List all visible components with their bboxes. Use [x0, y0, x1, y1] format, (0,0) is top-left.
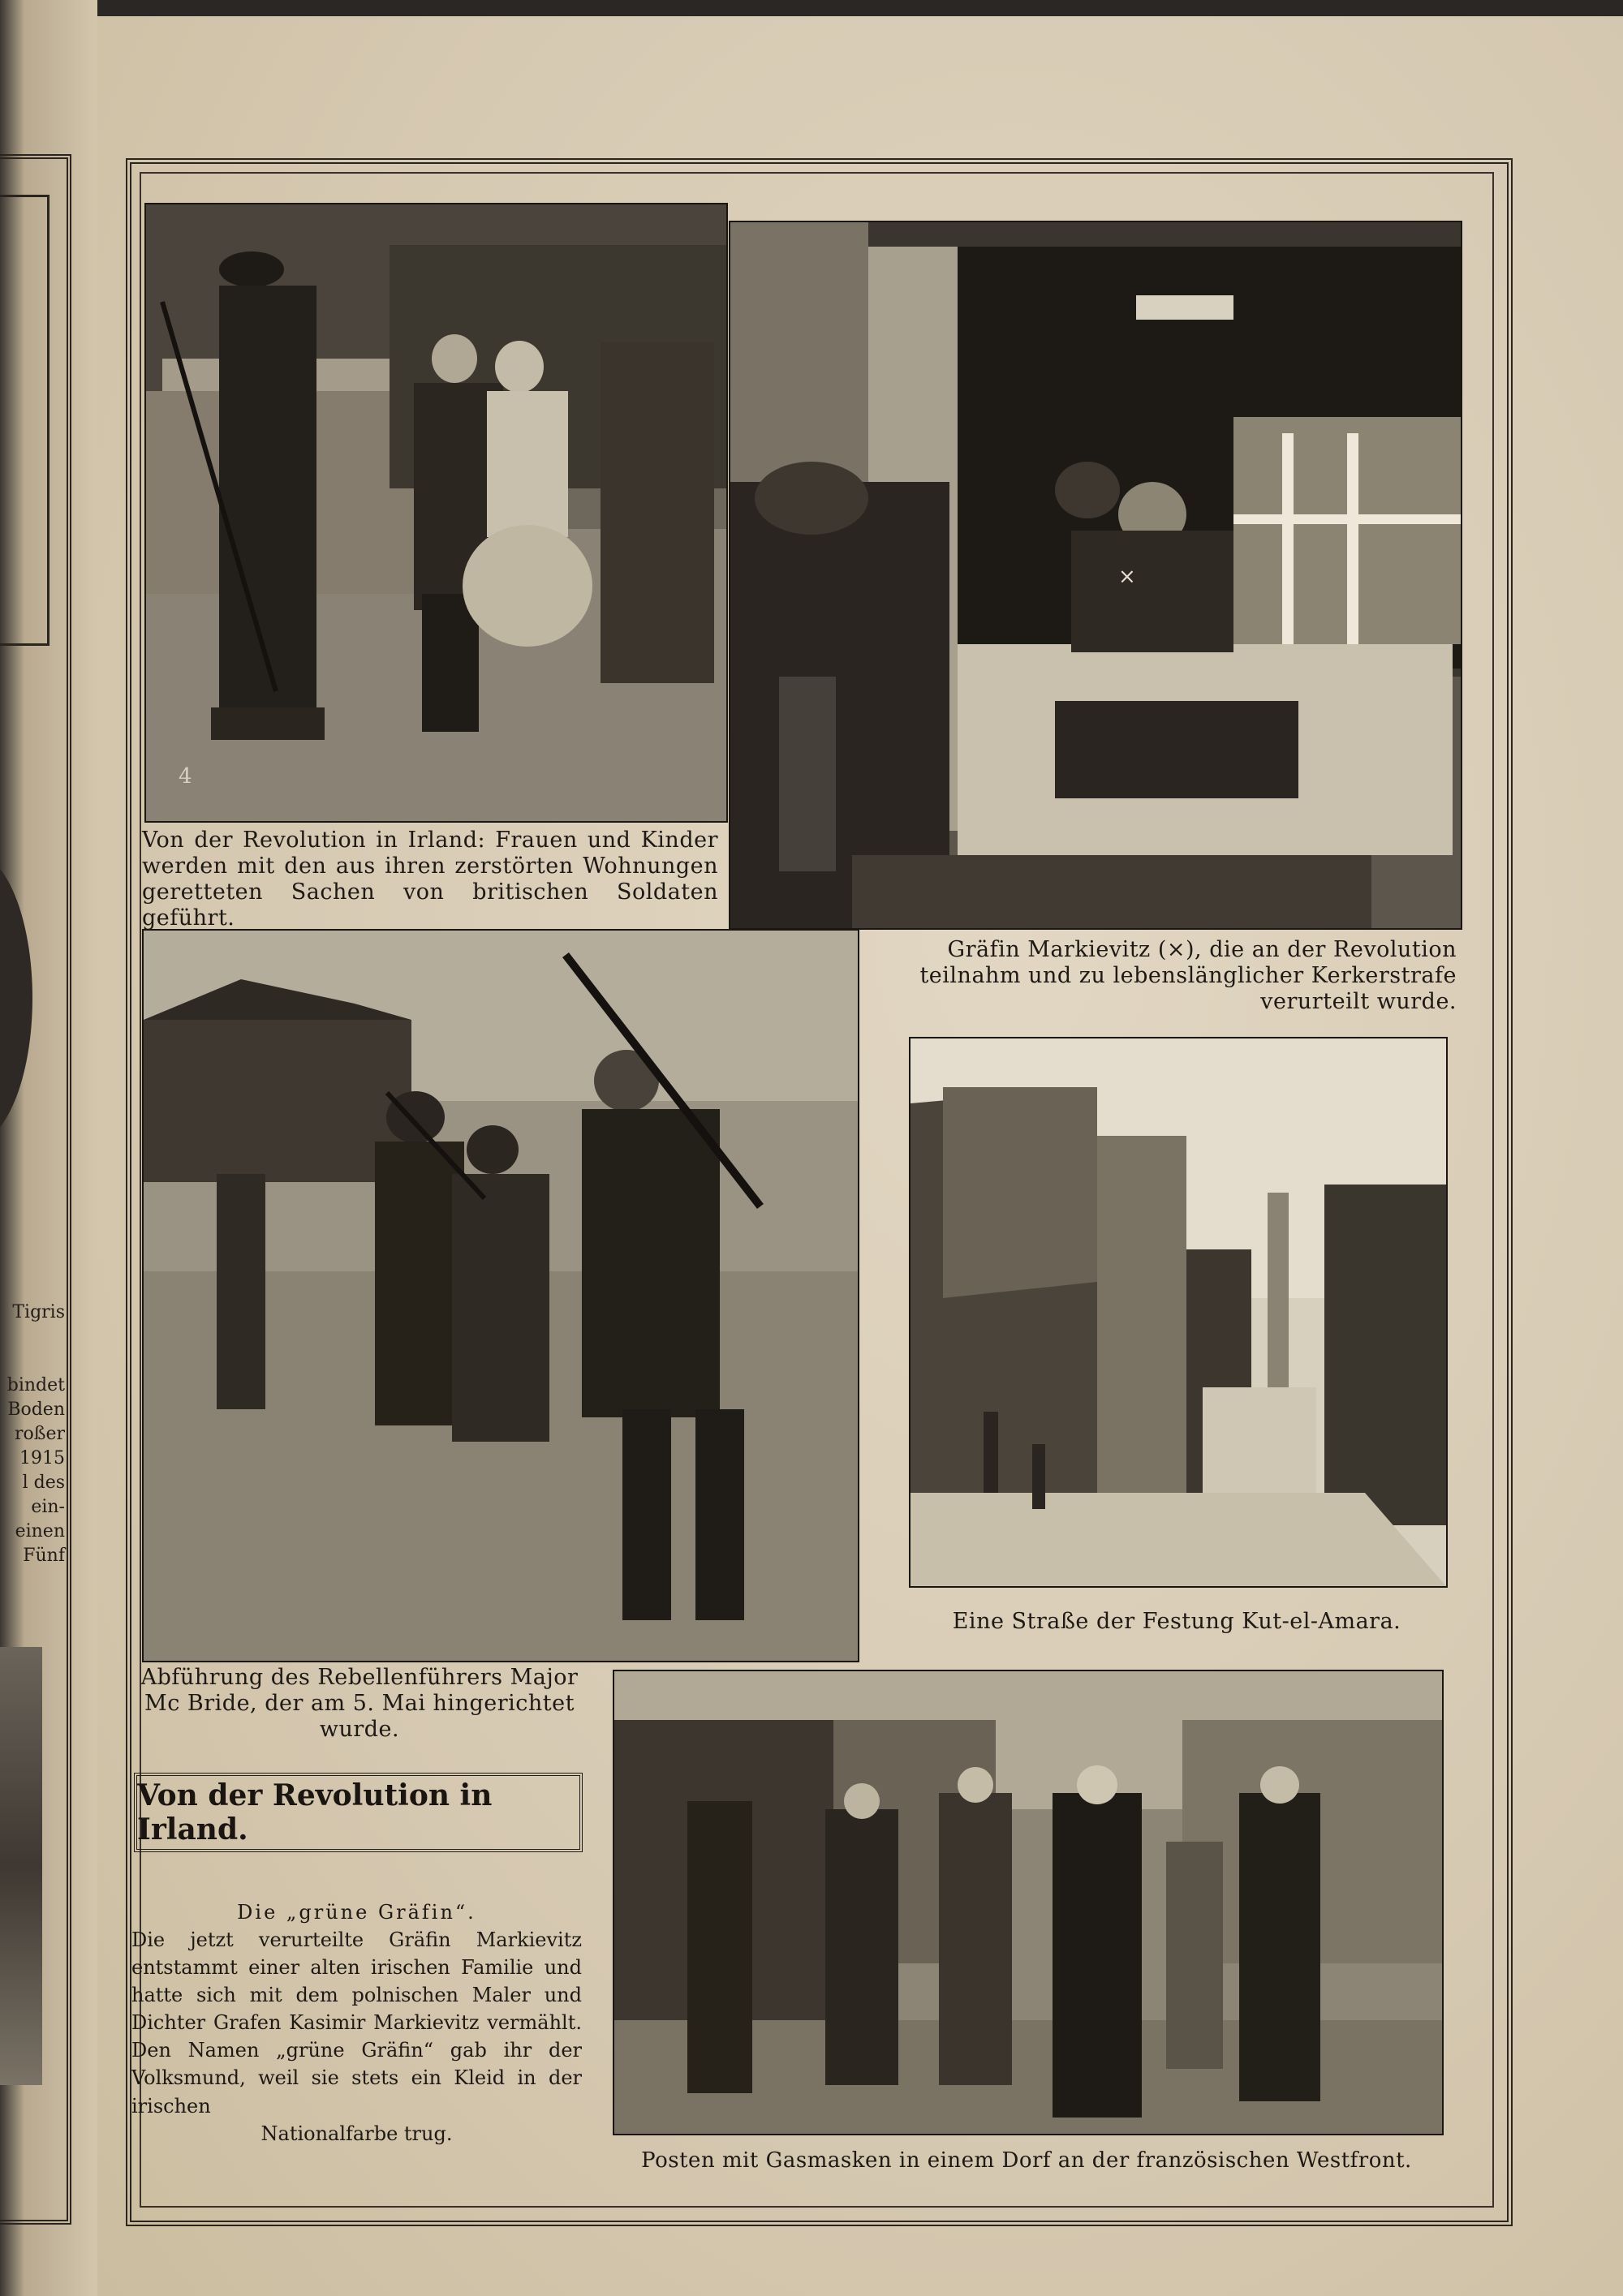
- adjacent-page-photo: [0, 1647, 42, 2085]
- caption-photo-2: Gräfin Markievitz (×), die an der Revolution teilnahm und zu lebenslänglicher Kerkerstrafe verurteilt wurde.: [919, 937, 1457, 1014]
- adjacent-text: Tigris: [12, 1302, 65, 1322]
- adjacent-page-box: [0, 195, 50, 646]
- photo-major-mcbride: [142, 929, 859, 1662]
- photo-countess-markievitz: [729, 221, 1462, 930]
- adjacent-text: l des: [22, 1473, 65, 1493]
- adjacent-page-strip: [0, 0, 97, 2296]
- adjacent-text: 1915: [19, 1448, 65, 1468]
- caption-photo-4: Eine Straße der Festung Kut-el-Amara.: [952, 1609, 1401, 1634]
- article-body-end: Nationalfarbe trug.: [260, 2122, 453, 2145]
- adjacent-text: Fünf: [23, 1546, 65, 1566]
- photo-kut-el-amara-street: [909, 1037, 1448, 1588]
- photo-gas-mask-sentries: [613, 1670, 1444, 2135]
- adjacent-text: ein-: [31, 1497, 65, 1517]
- article-heading: Die „grüne Gräfin“.: [237, 1901, 476, 1924]
- caption-photo-1: Von der Revolution in Irland: Frauen und Kinder werden mit den aus ihren zerstörten Wohnungen geretteten Sachen von britischen Soldaten geführt.: [142, 828, 718, 931]
- caption-photo-3: Abführung des Rebellenführers Major Mc Bride, der am 5. Mai hingerichtet wurde.: [140, 1665, 579, 1742]
- cross-marker: ×: [1118, 565, 1136, 589]
- photo-irish-women-children: [144, 203, 728, 823]
- adjacent-text: bindet: [6, 1375, 65, 1395]
- article-body-block: [131, 1898, 582, 2148]
- adjacent-text: einen: [15, 1521, 65, 1541]
- adjacent-text: Boden: [7, 1400, 65, 1420]
- adjacent-text: roßer: [15, 1424, 65, 1444]
- article-body: Die jetzt verurteilte Gräfin Markievitz entstammt einer alten irischen Familie und hatte sich mit dem polnischen Maler und Dichter Grafen Kasimir Markievitz vermählt. Den Namen „grüne Gräfin“ gab ihr der Volksmund, weil sie stets ein Kleid in der irischen: [131, 1928, 582, 2118]
- photo-number: 4: [179, 764, 192, 789]
- article-title: Von der Revolution in Irland.: [134, 1773, 583, 1852]
- caption-photo-5: Posten mit Gasmasken in einem Dorf an der französischen Westfront.: [641, 2148, 1412, 2173]
